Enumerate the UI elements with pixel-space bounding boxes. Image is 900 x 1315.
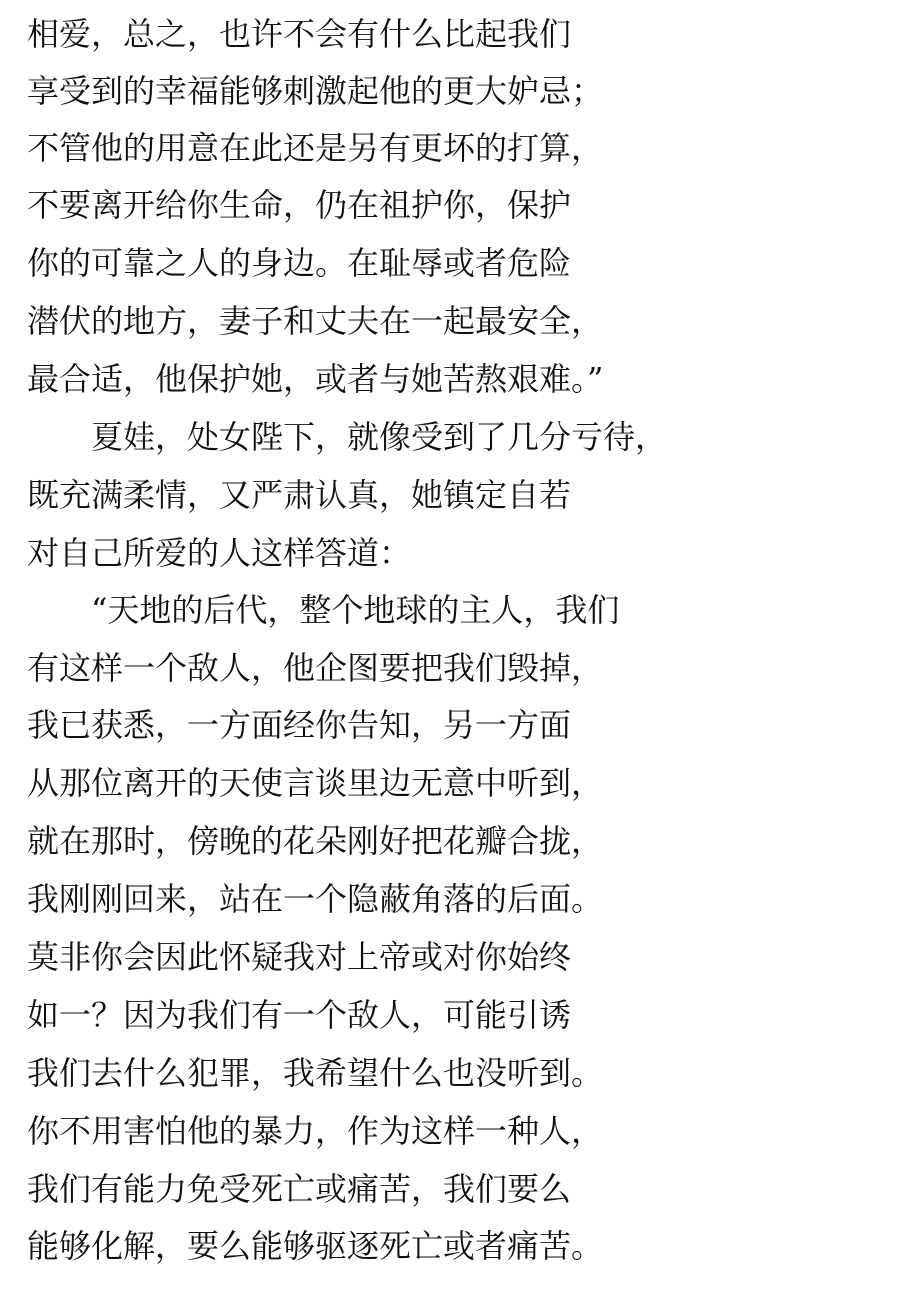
text-line: 我已获悉，一方面经你告知，另一方面 bbox=[27, 706, 572, 744]
text-line: 潜伏的地方，妻子和丈夫在一起最安全， bbox=[27, 302, 604, 340]
text-line: 享受到的幸福能够刺激起他的更大妒忌； bbox=[27, 72, 604, 110]
text-line: 不要离开给你生命，仍在祖护你，保护 bbox=[27, 186, 572, 224]
text-line: 我们去什么犯罪，我希望什么也没听到。 bbox=[27, 1054, 604, 1092]
text-line: 不管他的用意在此还是另有更坏的打算， bbox=[27, 129, 604, 167]
text-line: 对自己所爱的人这样答道： bbox=[27, 534, 412, 572]
text-line: 既充满柔情，又严肃认真，她镇定自若 bbox=[27, 476, 572, 514]
text-line: 从那位离开的天使言谈里边无意中听到， bbox=[27, 764, 604, 802]
text-line: 相爱，总之，也许不会有什么比起我们 bbox=[27, 15, 572, 53]
text-line: 莫非你会因此怀疑我对上帝或对你始终 bbox=[27, 938, 572, 976]
text-line: 最合适，他保护她，或者与她苦熬艰难。” bbox=[27, 360, 604, 398]
text-line-indented: 夏娃，处女陛下，就像受到了几分亏待， bbox=[91, 418, 668, 456]
text-line: 有这样一个敌人，他企图要把我们毁掉， bbox=[27, 649, 604, 687]
text-line: 我刚刚回来，站在一个隐蔽角落的后面。 bbox=[27, 880, 604, 918]
text-line: 你的可靠之人的身边。在耻辱或者危险 bbox=[27, 244, 572, 282]
text-line: 如一？因为我们有一个敌人，可能引诱 bbox=[27, 996, 572, 1034]
text-line: 就在那时，傍晚的花朵刚好把花瓣合拢， bbox=[27, 822, 604, 860]
text-line: 能够化解，要么能够驱逐死亡或者痛苦。 bbox=[27, 1227, 604, 1265]
text-line: 我们有能力免受死亡或痛苦，我们要么 bbox=[27, 1170, 572, 1208]
text-line: 你不用害怕他的暴力，作为这样一种人， bbox=[27, 1112, 604, 1150]
text-line-indented: “天地的后代，整个地球的主人，我们 bbox=[91, 591, 620, 629]
